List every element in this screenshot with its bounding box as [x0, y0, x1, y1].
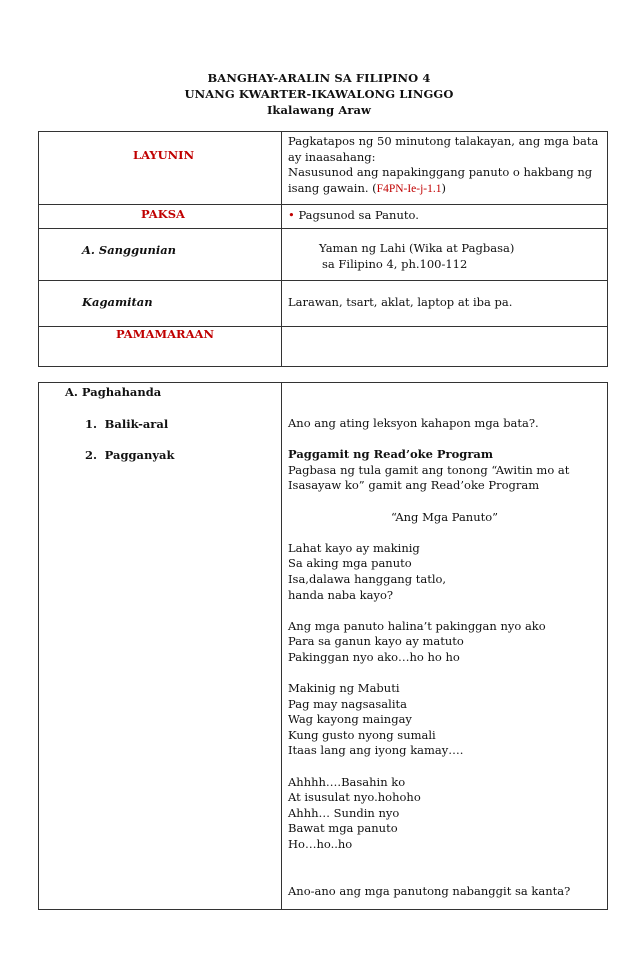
- layunin-row: [39, 132, 608, 205]
- poem-line: Pakinggan nyo ako…ho ho ho: [288, 649, 460, 664]
- balik-aral-number: 1.: [85, 416, 98, 431]
- kagamitan-text: Larawan, tsart, aklat, laptop at iba pa.: [288, 295, 513, 309]
- program-desc-2: Isasayaw ko” gamit ang Read’oke Program: [288, 478, 540, 493]
- layunin-content-cell: [282, 132, 608, 205]
- poem-line: Ang mga panuto halina’t pakinggan nyo ako: [288, 618, 546, 633]
- kagamitan-label: Kagamitan: [82, 295, 153, 309]
- competency-code: F4PN-Ie-j-1.1: [376, 182, 442, 195]
- paksa-label-cell: [39, 205, 282, 229]
- poem-line: Isa,dalawa hanggang tatlo,: [288, 571, 447, 586]
- poem-line: Itaas lang ang iyong kamay….: [288, 743, 464, 758]
- sanggunian-content-cell: [282, 229, 608, 281]
- program-desc-1: Pagbasa ng tula gamit ang tonong “Awitin mo at: [288, 462, 570, 477]
- poem-line: Kung gusto nyong sumali: [288, 727, 436, 742]
- poem-line: Ahhh… Sundin nyo: [288, 805, 400, 820]
- layunin-line-1: Pagkatapos ng 50 minutong talakayan, ang mga bata: [288, 134, 599, 148]
- layunin-label-cell: [39, 132, 282, 205]
- kagamitan-row: [39, 281, 608, 327]
- sanggunian-row: [39, 229, 608, 281]
- poem-line: Bawat mga panuto: [288, 821, 398, 836]
- program-title: Paggamit ng Read’oke Program: [288, 447, 494, 462]
- doc-title: BANGHAY-ARALIN SA FILIPINO 4: [207, 71, 431, 85]
- pagganyak-number: 2.: [85, 448, 98, 463]
- poem-line: Wag kayong maingay: [288, 712, 412, 727]
- layunin-line-4-suffix: ): [441, 180, 447, 195]
- balik-aral-question: Ano ang ating leksyon kahapon mga bata?.: [288, 416, 539, 430]
- kagamitan-content-cell: [282, 281, 608, 327]
- balik-aral-step: [85, 417, 327, 433]
- poem-line: At isusulat nyo.hohoho: [288, 790, 421, 805]
- poem-line: Lahat kayo ay makinig: [288, 540, 420, 555]
- layunin-line-4-prefix: isang gawain. (: [288, 180, 377, 195]
- layunin-line-2: ay inaasahang:: [288, 149, 376, 164]
- poem-line: handa naba kayo?: [288, 587, 394, 602]
- sanggunian-line-1: Yaman ng Lahi (Wika at Pagbasa): [319, 241, 515, 255]
- paksa-label: PAKSA: [141, 207, 185, 221]
- poem-line: Pag may nagsasalita: [288, 696, 407, 711]
- layunin-label: LAYUNIN: [133, 148, 195, 162]
- paksa-text: Pagsunod sa Panuto.: [294, 208, 419, 222]
- poem-line: Ho…ho..ho: [288, 837, 353, 852]
- procedure-content-cell: [282, 383, 608, 910]
- sanggunian-line-2: sa Filipino 4, ph.100-112: [322, 256, 468, 271]
- procedure-table: [38, 382, 608, 910]
- pamamaraan-label-cell: [39, 327, 282, 367]
- procedure-steps-cell: [39, 383, 282, 910]
- poem-line: Sa aking mga panuto: [288, 556, 412, 571]
- pagganyak-label: Pagganyak: [104, 448, 175, 463]
- doc-day: Ikalawang Araw: [266, 103, 372, 117]
- layunin-line-4: [288, 181, 601, 198]
- poem-line: Para sa ganun kayo ay matuto: [288, 634, 464, 649]
- pamamaraan-label: PAMAMARAAN: [116, 327, 214, 341]
- balik-aral-label: Balik-aral: [104, 416, 169, 431]
- sanggunian-label: A. Sanggunian: [82, 243, 177, 257]
- poem-line: Makinig ng Mabuti: [288, 681, 400, 696]
- poem-line: Ahhhh….Basahin ko: [288, 774, 406, 789]
- poem-title: “Ang Mga Panuto”: [390, 509, 499, 524]
- pamamaraan-row: [39, 327, 608, 367]
- pagganyak-step: [85, 448, 327, 464]
- kagamitan-label-cell: [39, 281, 282, 327]
- doc-subtitle: UNANG KWARTER-IKAWALONG LINGGO: [184, 87, 454, 101]
- sanggunian-label-cell: [39, 229, 282, 281]
- paghahanda-row: [39, 383, 608, 910]
- lesson-overview-table: [38, 131, 608, 367]
- paksa-row: [39, 205, 608, 229]
- layunin-line-3: Nasusunod ang napakinggang panuto o hakbang ng: [288, 165, 593, 180]
- bullet-icon: •: [288, 208, 295, 222]
- pagganyak-question: Ano-ano ang mga panutong nabanggit sa kanta?: [288, 883, 571, 898]
- paghahanda-heading: A. Paghahanda: [65, 385, 162, 399]
